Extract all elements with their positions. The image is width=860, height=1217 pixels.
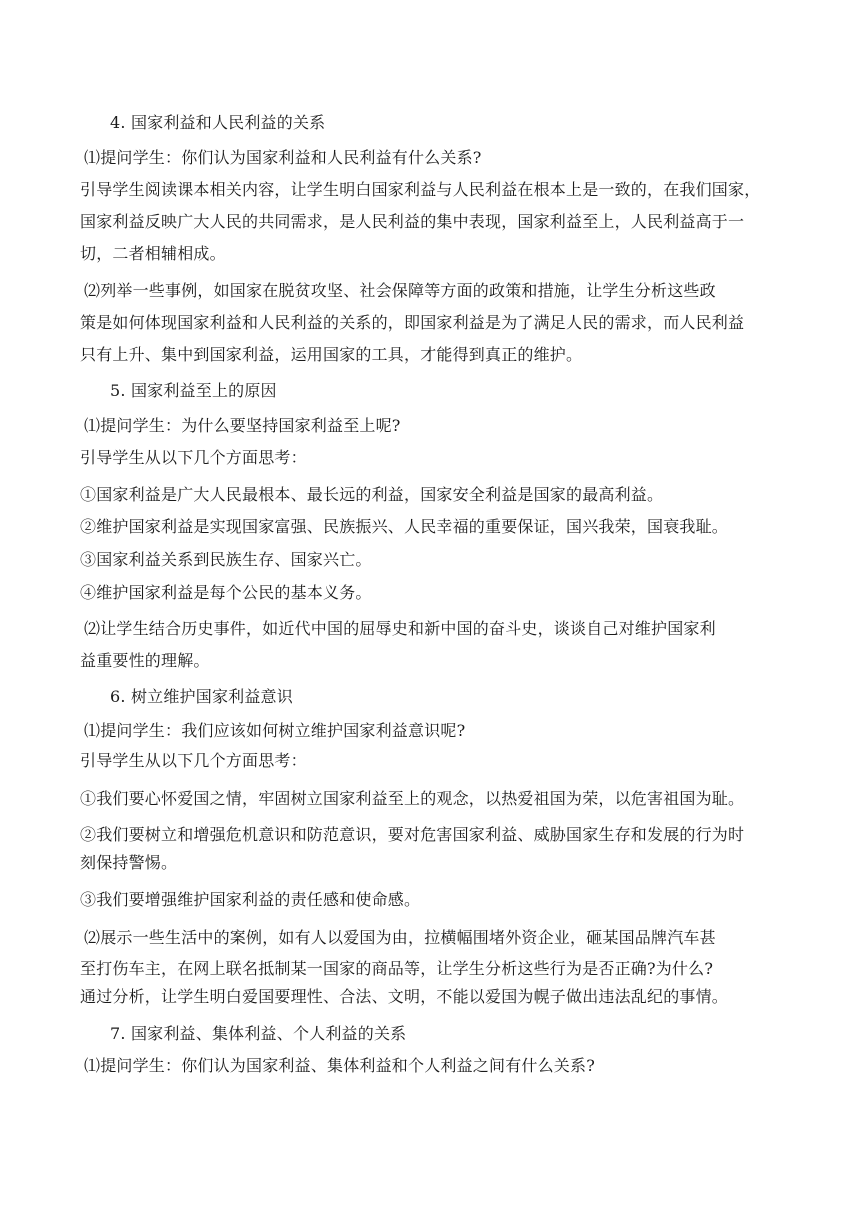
section-6-point-1: ①我们要心怀爱国之情，牢固树立国家利益至上的观念，以热爱祖国为荣，以危害祖国为耻。 [80,789,745,808]
section-7-question-1: ⑴提问学生：你们认为国家利益、集体利益和个人利益之间有什么关系? [84,1056,595,1075]
section-4-text-line: 引导学生阅读课本相关内容，让学生明白国家利益与人民利益在根本上是一致的，在我们国家， [80,180,761,199]
section-6-text-line: 刻保持警惕。 [80,853,178,872]
section-4-text-line: 只有上升、集中到国家利益，运用国家的工具，才能得到真正的维护。 [80,345,583,364]
section-6-text-line: 通过分析，让学生明白爱国要理性、合法、文明，不能以爱国为幌子做出违法乱纪的事情。 [80,987,729,1006]
section-5-question-2: ⑵让学生结合历史事件，如近代中国的屈辱史和新中国的奋斗史，谈谈自己对维护国家利 [84,619,716,638]
section-6-heading: 6. 树立维护国家利益意识 [110,687,293,706]
section-6-question-1: ⑴提问学生：我们应该如何树立维护国家利益意识呢? [84,721,466,740]
section-4-text-line: 策是如何体现国家利益和人民利益的关系的，即国家利益是为了满足人民的需求，而人民利益 [80,313,745,332]
section-5-heading: 5. 国家利益至上的原因 [110,381,277,400]
section-5-text-line: 益重要性的理解。 [80,651,210,670]
section-7-heading: 7. 国家利益、集体利益、个人利益的关系 [110,1024,407,1043]
section-5-point-3: ③国家利益关系到民族生存、国家兴亡。 [80,550,372,569]
section-6-text-line: 至打伤车主，在网上联名抵制某一国家的商品等，让学生分析这些行为是否正确?为什么? [80,959,714,978]
section-5-text-line: 引导学生从以下几个方面思考： [80,448,307,467]
section-4-text-line: 切，二者相辅相成。 [80,244,226,263]
section-5-question-1: ⑴提问学生：为什么要坚持国家利益至上呢? [84,416,401,435]
section-5-point-2: ②维护国家利益是实现国家富强、民族振兴、人民幸福的重要保证，国兴我荣，国衰我耻。 [80,517,729,536]
section-4-heading: 4. 国家利益和人民利益的关系 [110,113,326,132]
section-4-question-1: ⑴提问学生：你们认为国家利益和人民利益有什么关系? [84,148,482,167]
section-6-text-line: 引导学生从以下几个方面思考： [80,751,307,770]
section-4-question-2: ⑵列举一些事例，如国家在脱贫攻坚、社会保障等方面的政策和措施，让学生分析这些政 [84,281,716,300]
section-5-point-4: ④维护国家利益是每个公民的基本义务。 [80,583,372,602]
section-6-point-3: ③我们要增强维护国家利益的责任感和使命感。 [80,890,421,909]
section-6-question-2: ⑵展示一些生活中的案例，如有人以爱国为由，拉横幅围堵外资企业，砸某国品牌汽车甚 [84,928,716,947]
section-5-point-1: ①国家利益是广大人民最根本、最长远的利益，国家安全利益是国家的最高利益。 [80,485,664,504]
section-4-text-line: 国家利益反映广大人民的共同需求，是人民利益的集中表现，国家利益至上，人民利益高于一 [80,212,745,231]
section-6-point-2: ②我们要树立和增强危机意识和防范意识，要对危害国家利益、威胁国家生存和发展的行为时 [80,825,745,844]
